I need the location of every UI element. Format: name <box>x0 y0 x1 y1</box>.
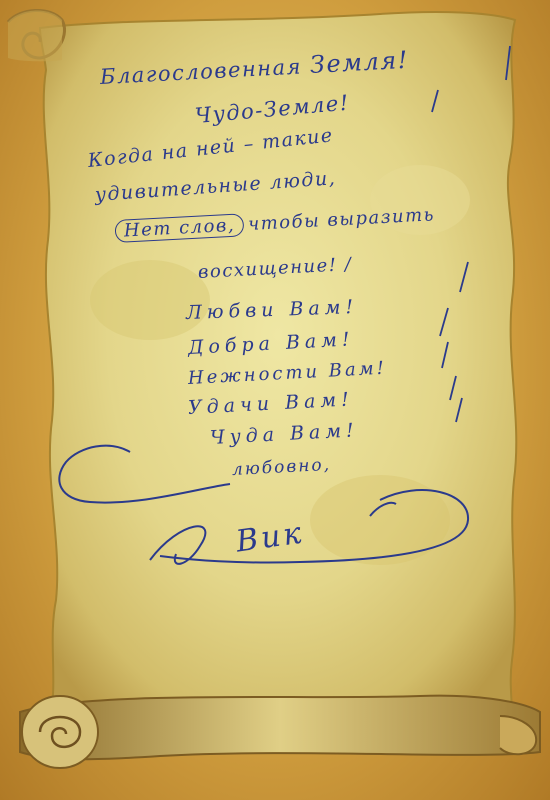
letter-line-5: Нет слов, чтобы выразить <box>114 203 435 243</box>
letter-line-1: Благословенная Земля! <box>99 45 410 89</box>
circled-phrase: Нет слов, <box>114 213 244 243</box>
letter-line-6: восхищение! / <box>197 253 353 283</box>
letter-line-2: Чудо-Земле! <box>193 90 351 128</box>
letter-line-10: Удачи Вам! <box>187 388 355 419</box>
letter-line-9: Нежности Вам! <box>187 357 388 389</box>
letter-line-8: Добра Вам! <box>187 328 356 359</box>
letter-line-12: любовно, <box>231 454 332 480</box>
letter-line-4: удивительные люди, <box>94 167 337 206</box>
signature: Вик <box>233 515 307 560</box>
letter-line-7: Любви Вам! <box>185 295 359 324</box>
letter-line-11: Чуда Вам! <box>209 419 360 449</box>
letter-line-3: Когда на ней – такие <box>86 124 335 172</box>
